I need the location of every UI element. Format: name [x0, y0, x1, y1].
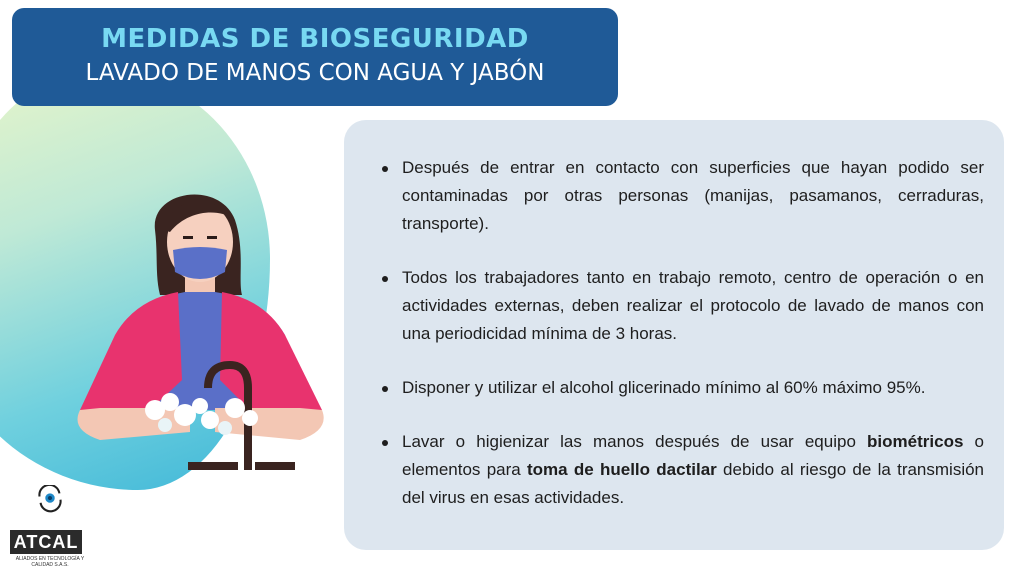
logo-tagline: ALIADOS EN TECNOLOGÍA Y CALIDAD S.A.S.	[15, 556, 85, 568]
list-item: Después de entrar en contacto con superficies que hayan podido ser contaminadas por otras personas (manijas, pasamanos, cerraduras, transporte).	[380, 154, 984, 238]
page-title: MEDIDAS DE BIOSEGURIDAD	[101, 24, 529, 54]
page-subtitle: LAVADO DE MANOS CON AGUA Y JABÓN	[85, 60, 545, 86]
list-item: Disponer y utilizar el alcohol glicerinado mínimo al 60% máximo 95%.	[380, 374, 984, 402]
content-panel	[344, 120, 1004, 550]
bullet-list	[380, 154, 984, 538]
logo-name: ATCAL	[10, 530, 82, 554]
list-item	[380, 428, 984, 512]
list-item-text: o elementos para	[402, 432, 984, 479]
handwashing-illustration	[60, 170, 340, 480]
bold-text: toma de huello dactilar	[527, 460, 717, 479]
header-banner	[12, 8, 618, 106]
logo-eye-icon	[10, 485, 90, 530]
list-item-text: debido al riesgo de la transmisión del virus en esas actividades.	[402, 460, 985, 507]
list-item: Todos los trabajadores tanto en trabajo remoto, centro de operación o en actividades externas, deben realizar el protocolo de lavado de manos con una periodicidad mínima de 3 horas.	[380, 264, 984, 348]
bold-text: biométricos	[867, 432, 964, 451]
list-item-text: Lavar o higienizar las manos después de usar equipo	[402, 432, 868, 451]
